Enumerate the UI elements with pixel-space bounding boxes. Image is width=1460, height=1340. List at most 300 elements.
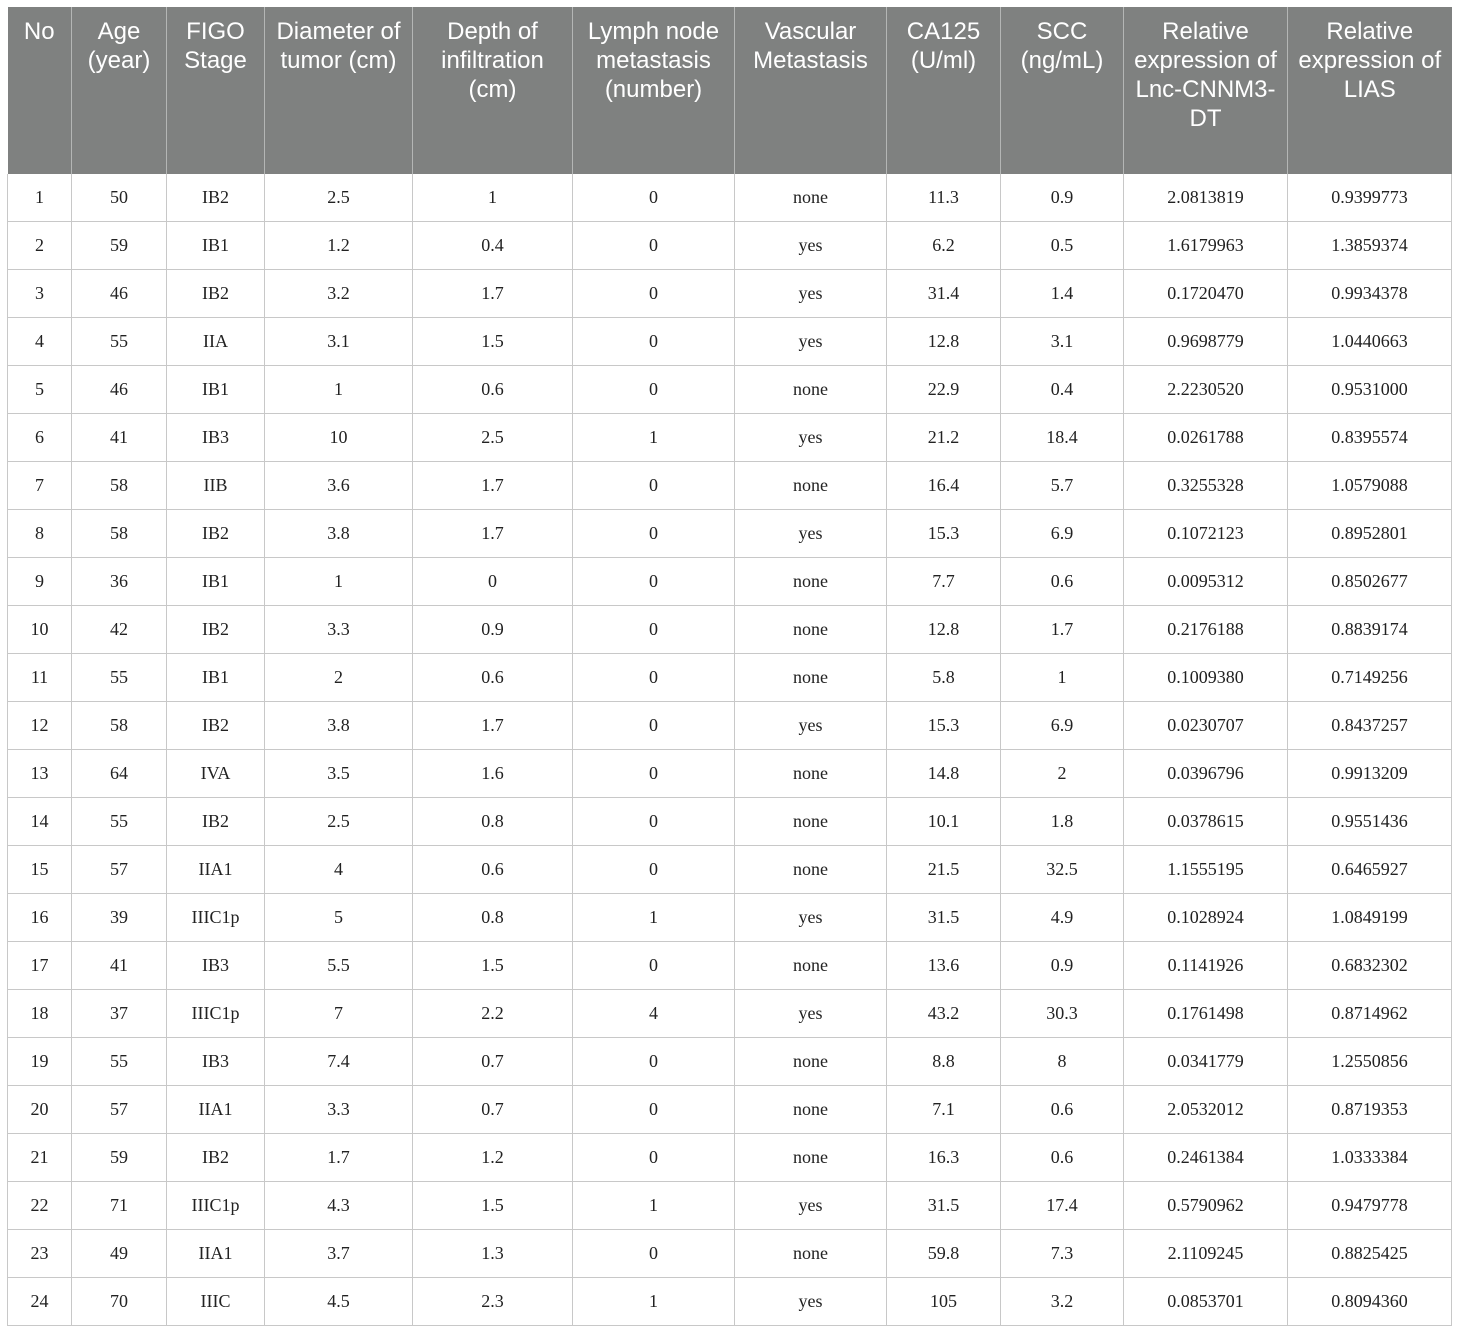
table-cell: 0.9 bbox=[413, 606, 573, 654]
table-cell: 58 bbox=[72, 702, 167, 750]
table-cell: 58 bbox=[72, 462, 167, 510]
table-cell: 2.0532012 bbox=[1124, 1086, 1288, 1134]
table-cell: 0.9479778 bbox=[1288, 1182, 1452, 1230]
table-cell: 0.8719353 bbox=[1288, 1086, 1452, 1134]
table-cell: 3.3 bbox=[265, 606, 413, 654]
table-cell: 6.9 bbox=[1001, 510, 1124, 558]
table-cell: 21.2 bbox=[887, 414, 1001, 462]
table-cell: 4.9 bbox=[1001, 894, 1124, 942]
table-cell: 1.7 bbox=[413, 270, 573, 318]
table-cell: 0.6 bbox=[413, 366, 573, 414]
table-cell: 7 bbox=[8, 462, 72, 510]
table-row bbox=[8, 558, 1452, 606]
table-row bbox=[8, 1230, 1452, 1278]
table-cell: 42 bbox=[72, 606, 167, 654]
table-cell: 4 bbox=[573, 990, 735, 1038]
table-cell: 59 bbox=[72, 1134, 167, 1182]
table-cell: 0 bbox=[573, 750, 735, 798]
table-cell: yes bbox=[735, 990, 887, 1038]
table-cell: 0.8825425 bbox=[1288, 1230, 1452, 1278]
table-cell: 1.0579088 bbox=[1288, 462, 1452, 510]
column-header: Relative expression of LIAS bbox=[1288, 7, 1452, 174]
table-cell: 1.1555195 bbox=[1124, 846, 1288, 894]
table-cell: 1.7 bbox=[413, 462, 573, 510]
table-cell: 64 bbox=[72, 750, 167, 798]
table-cell: 5.7 bbox=[1001, 462, 1124, 510]
table-cell: 21.5 bbox=[887, 846, 1001, 894]
table-cell: 12 bbox=[8, 702, 72, 750]
table-cell: 1 bbox=[573, 894, 735, 942]
table-cell: 0 bbox=[573, 846, 735, 894]
table-cell: 1 bbox=[8, 174, 72, 222]
table-cell: 1 bbox=[573, 1182, 735, 1230]
table-cell: IIA1 bbox=[167, 1230, 265, 1278]
table-cell: 0.2176188 bbox=[1124, 606, 1288, 654]
table-cell: IB2 bbox=[167, 270, 265, 318]
table-cell: 0.9551436 bbox=[1288, 798, 1452, 846]
table-cell: 31.4 bbox=[887, 270, 1001, 318]
table-cell: 105 bbox=[887, 1278, 1001, 1326]
table-cell: 0.1720470 bbox=[1124, 270, 1288, 318]
table-cell: IIA1 bbox=[167, 1086, 265, 1134]
table-cell: 2.2230520 bbox=[1124, 366, 1288, 414]
table-cell: 1.7 bbox=[1001, 606, 1124, 654]
table-cell: IB3 bbox=[167, 414, 265, 462]
table-cell: 1 bbox=[573, 1278, 735, 1326]
table-cell: 0.9934378 bbox=[1288, 270, 1452, 318]
table-cell: 2 bbox=[8, 222, 72, 270]
table-row bbox=[8, 606, 1452, 654]
table-cell: 57 bbox=[72, 846, 167, 894]
table-cell: 11 bbox=[8, 654, 72, 702]
table-cell: 1.6179963 bbox=[1124, 222, 1288, 270]
table-cell: 1.7 bbox=[413, 510, 573, 558]
table-cell: 1.2 bbox=[413, 1134, 573, 1182]
table-cell: 0.6 bbox=[1001, 1134, 1124, 1182]
table-cell: 5 bbox=[8, 366, 72, 414]
table-cell: 37 bbox=[72, 990, 167, 1038]
table-cell: IB2 bbox=[167, 174, 265, 222]
table-cell: 41 bbox=[72, 414, 167, 462]
table-cell: 6.2 bbox=[887, 222, 1001, 270]
table-cell: IB1 bbox=[167, 654, 265, 702]
table-cell: yes bbox=[735, 1182, 887, 1230]
table-cell: 3.2 bbox=[265, 270, 413, 318]
table-cell: 2.1109245 bbox=[1124, 1230, 1288, 1278]
table-cell: 1.0440663 bbox=[1288, 318, 1452, 366]
table-cell: none bbox=[735, 846, 887, 894]
table-cell: 19 bbox=[8, 1038, 72, 1086]
table-cell: 70 bbox=[72, 1278, 167, 1326]
table-cell: none bbox=[735, 462, 887, 510]
table-row bbox=[8, 462, 1452, 510]
table-cell: 3.5 bbox=[265, 750, 413, 798]
table-cell: 0.7 bbox=[413, 1086, 573, 1134]
table-cell: IB3 bbox=[167, 942, 265, 990]
table-row bbox=[8, 1182, 1452, 1230]
table-cell: 0.9 bbox=[1001, 942, 1124, 990]
table-cell: 0.8 bbox=[413, 894, 573, 942]
table-cell: 0.8437257 bbox=[1288, 702, 1452, 750]
table-cell: IB1 bbox=[167, 558, 265, 606]
table-cell: 0.6 bbox=[1001, 1086, 1124, 1134]
table-cell: 1 bbox=[413, 174, 573, 222]
table-row bbox=[8, 990, 1452, 1038]
table-cell: 14 bbox=[8, 798, 72, 846]
table-cell: IIIC bbox=[167, 1278, 265, 1326]
table-cell: 3.7 bbox=[265, 1230, 413, 1278]
table-cell: 10 bbox=[265, 414, 413, 462]
table-cell: 0 bbox=[573, 366, 735, 414]
table-cell: 3.3 bbox=[265, 1086, 413, 1134]
table-cell: 41 bbox=[72, 942, 167, 990]
table-cell: 2.0813819 bbox=[1124, 174, 1288, 222]
table-row bbox=[8, 366, 1452, 414]
table-cell: 0.9399773 bbox=[1288, 174, 1452, 222]
table-cell: 0.0341779 bbox=[1124, 1038, 1288, 1086]
table-cell: IIIC1p bbox=[167, 990, 265, 1038]
table-cell: 14.8 bbox=[887, 750, 1001, 798]
table-cell: 1.2550856 bbox=[1288, 1038, 1452, 1086]
table-cell: 0.9913209 bbox=[1288, 750, 1452, 798]
header-row bbox=[8, 7, 1452, 174]
table-cell: yes bbox=[735, 1278, 887, 1326]
table-cell: 0 bbox=[413, 558, 573, 606]
table-cell: 0.9 bbox=[1001, 174, 1124, 222]
table-cell: 0 bbox=[573, 558, 735, 606]
table-cell: 7.3 bbox=[1001, 1230, 1124, 1278]
table-cell: none bbox=[735, 942, 887, 990]
table-cell: IB2 bbox=[167, 1134, 265, 1182]
table-cell: 11.3 bbox=[887, 174, 1001, 222]
table-cell: none bbox=[735, 798, 887, 846]
table-cell: 46 bbox=[72, 270, 167, 318]
column-header: No bbox=[8, 7, 72, 174]
table-cell: 0.1009380 bbox=[1124, 654, 1288, 702]
table-cell: 1.2 bbox=[265, 222, 413, 270]
column-header: Lymph node metastasis (number) bbox=[573, 7, 735, 174]
table-cell: 0 bbox=[573, 462, 735, 510]
table-cell: 0 bbox=[573, 1134, 735, 1182]
table-cell: 55 bbox=[72, 654, 167, 702]
table-cell: none bbox=[735, 1134, 887, 1182]
table-cell: 23 bbox=[8, 1230, 72, 1278]
table-cell: none bbox=[735, 366, 887, 414]
table-row bbox=[8, 894, 1452, 942]
table-cell: IVA bbox=[167, 750, 265, 798]
table-cell: 0.4 bbox=[413, 222, 573, 270]
table-cell: 1.7 bbox=[265, 1134, 413, 1182]
table-row bbox=[8, 1134, 1452, 1182]
table-cell: IIA1 bbox=[167, 846, 265, 894]
table-cell: 1 bbox=[573, 414, 735, 462]
table-cell: 1.4 bbox=[1001, 270, 1124, 318]
table-cell: yes bbox=[735, 510, 887, 558]
table-cell: 6.9 bbox=[1001, 702, 1124, 750]
table-cell: 0.0853701 bbox=[1124, 1278, 1288, 1326]
table-cell: 58 bbox=[72, 510, 167, 558]
table-cell: 46 bbox=[72, 366, 167, 414]
table-cell: 0.4 bbox=[1001, 366, 1124, 414]
table-cell: 0.9698779 bbox=[1124, 318, 1288, 366]
table-cell: IB1 bbox=[167, 366, 265, 414]
table-cell: 30.3 bbox=[1001, 990, 1124, 1038]
table-cell: 0.7149256 bbox=[1288, 654, 1452, 702]
table-cell: 7.7 bbox=[887, 558, 1001, 606]
table-cell: 0.8839174 bbox=[1288, 606, 1452, 654]
table-cell: 0.1072123 bbox=[1124, 510, 1288, 558]
table-body bbox=[8, 174, 1452, 1326]
table-cell: 1.5 bbox=[413, 318, 573, 366]
table-cell: 1.5 bbox=[413, 942, 573, 990]
table-cell: 24 bbox=[8, 1278, 72, 1326]
table-cell: 55 bbox=[72, 798, 167, 846]
table-cell: 3.8 bbox=[265, 702, 413, 750]
table-cell: 7 bbox=[265, 990, 413, 1038]
table-row bbox=[8, 1038, 1452, 1086]
table-cell: 0.6 bbox=[413, 654, 573, 702]
table-cell: 7.1 bbox=[887, 1086, 1001, 1134]
table-cell: none bbox=[735, 654, 887, 702]
column-header: Diameter of tumor (cm) bbox=[265, 7, 413, 174]
table-cell: 1.0333384 bbox=[1288, 1134, 1452, 1182]
table-cell: 0 bbox=[573, 1086, 735, 1134]
table-cell: 0.2461384 bbox=[1124, 1134, 1288, 1182]
table-row bbox=[8, 270, 1452, 318]
table-cell: 3.2 bbox=[1001, 1278, 1124, 1326]
table-row bbox=[8, 318, 1452, 366]
table-cell: IB3 bbox=[167, 1038, 265, 1086]
table-cell: 13 bbox=[8, 750, 72, 798]
column-header: Depth of infiltration (cm) bbox=[413, 7, 573, 174]
table-cell: 0.8502677 bbox=[1288, 558, 1452, 606]
table-cell: 2 bbox=[1001, 750, 1124, 798]
table-cell: 55 bbox=[72, 318, 167, 366]
table-row bbox=[8, 942, 1452, 990]
table-cell: 0 bbox=[573, 654, 735, 702]
table-cell: IIA bbox=[167, 318, 265, 366]
table-row bbox=[8, 846, 1452, 894]
table-cell: yes bbox=[735, 702, 887, 750]
table-cell: 12.8 bbox=[887, 318, 1001, 366]
table-row bbox=[8, 510, 1452, 558]
table-cell: IB2 bbox=[167, 702, 265, 750]
table-cell: IB2 bbox=[167, 798, 265, 846]
table-cell: none bbox=[735, 1086, 887, 1134]
column-header: SCC (ng/mL) bbox=[1001, 7, 1124, 174]
table-cell: 0 bbox=[573, 174, 735, 222]
table-cell: 5 bbox=[265, 894, 413, 942]
table-cell: 0.6832302 bbox=[1288, 942, 1452, 990]
table-cell: 4.3 bbox=[265, 1182, 413, 1230]
table-cell: 50 bbox=[72, 174, 167, 222]
table-cell: 2.5 bbox=[265, 798, 413, 846]
table-cell: 16.4 bbox=[887, 462, 1001, 510]
table-cell: 59.8 bbox=[887, 1230, 1001, 1278]
table-cell: 1.3859374 bbox=[1288, 222, 1452, 270]
table-cell: 9 bbox=[8, 558, 72, 606]
table-cell: none bbox=[735, 174, 887, 222]
table-cell: 12.8 bbox=[887, 606, 1001, 654]
column-header: FIGO Stage bbox=[167, 7, 265, 174]
table-cell: 2.3 bbox=[413, 1278, 573, 1326]
table-cell: 3.8 bbox=[265, 510, 413, 558]
table-cell: 57 bbox=[72, 1086, 167, 1134]
table-cell: 0.1141926 bbox=[1124, 942, 1288, 990]
table-cell: IB1 bbox=[167, 222, 265, 270]
table-cell: 15 bbox=[8, 846, 72, 894]
table-cell: 13.6 bbox=[887, 942, 1001, 990]
table-row bbox=[8, 414, 1452, 462]
table-cell: 4.5 bbox=[265, 1278, 413, 1326]
table-cell: 15.3 bbox=[887, 510, 1001, 558]
column-header: Vascular Metastasis bbox=[735, 7, 887, 174]
table-cell: 0.8952801 bbox=[1288, 510, 1452, 558]
table-cell: IIIC1p bbox=[167, 894, 265, 942]
table-cell: 3.1 bbox=[265, 318, 413, 366]
table-cell: 18 bbox=[8, 990, 72, 1038]
table-cell: 22 bbox=[8, 1182, 72, 1230]
table-cell: 4 bbox=[8, 318, 72, 366]
table-cell: 1.6 bbox=[413, 750, 573, 798]
table-cell: 1.7 bbox=[413, 702, 573, 750]
table-cell: 0 bbox=[573, 606, 735, 654]
table-cell: 8 bbox=[1001, 1038, 1124, 1086]
table-cell: none bbox=[735, 606, 887, 654]
table-cell: 6 bbox=[8, 414, 72, 462]
table-cell: 0.0396796 bbox=[1124, 750, 1288, 798]
table-cell: 0.9531000 bbox=[1288, 366, 1452, 414]
table-cell: 22.9 bbox=[887, 366, 1001, 414]
table-cell: 3 bbox=[8, 270, 72, 318]
table-cell: 0 bbox=[573, 702, 735, 750]
table-cell: IIB bbox=[167, 462, 265, 510]
table-cell: 0.8714962 bbox=[1288, 990, 1452, 1038]
table-cell: 16 bbox=[8, 894, 72, 942]
table-cell: 0.8094360 bbox=[1288, 1278, 1452, 1326]
table-cell: 0.0095312 bbox=[1124, 558, 1288, 606]
table-cell: 17 bbox=[8, 942, 72, 990]
table-cell: 1.5 bbox=[413, 1182, 573, 1230]
table-cell: 2 bbox=[265, 654, 413, 702]
table-cell: 4 bbox=[265, 846, 413, 894]
table-cell: none bbox=[735, 558, 887, 606]
table-row bbox=[8, 798, 1452, 846]
table-row bbox=[8, 654, 1452, 702]
table-header bbox=[8, 7, 1452, 174]
table-cell: 1.8 bbox=[1001, 798, 1124, 846]
table-cell: 31.5 bbox=[887, 1182, 1001, 1230]
table-cell: 0.0378615 bbox=[1124, 798, 1288, 846]
table-cell: 10 bbox=[8, 606, 72, 654]
table-cell: 0.1761498 bbox=[1124, 990, 1288, 1038]
table-cell: IB2 bbox=[167, 510, 265, 558]
table-cell: 0 bbox=[573, 222, 735, 270]
table-cell: 2.5 bbox=[265, 174, 413, 222]
table-cell: 17.4 bbox=[1001, 1182, 1124, 1230]
table-cell: 0.8 bbox=[413, 798, 573, 846]
table-cell: IB2 bbox=[167, 606, 265, 654]
table-row bbox=[8, 222, 1452, 270]
table-cell: 36 bbox=[72, 558, 167, 606]
table-cell: 0 bbox=[573, 1230, 735, 1278]
table-cell: 8 bbox=[8, 510, 72, 558]
table-cell: 1 bbox=[265, 558, 413, 606]
table-cell: 5.8 bbox=[887, 654, 1001, 702]
table-cell: 21 bbox=[8, 1134, 72, 1182]
table-cell: 0 bbox=[573, 318, 735, 366]
table-cell: yes bbox=[735, 414, 887, 462]
table-cell: 0.6465927 bbox=[1288, 846, 1452, 894]
table-cell: 8.8 bbox=[887, 1038, 1001, 1086]
table-cell: 0.1028924 bbox=[1124, 894, 1288, 942]
table-cell: 0.0230707 bbox=[1124, 702, 1288, 750]
table-cell: 0.5790962 bbox=[1124, 1182, 1288, 1230]
table-cell: 49 bbox=[72, 1230, 167, 1278]
table-cell: 0.5 bbox=[1001, 222, 1124, 270]
column-header: CA125 (U/ml) bbox=[887, 7, 1001, 174]
table-row bbox=[8, 750, 1452, 798]
table-cell: 0 bbox=[573, 798, 735, 846]
table-cell: 1.0849199 bbox=[1288, 894, 1452, 942]
table-cell: 59 bbox=[72, 222, 167, 270]
table-cell: 7.4 bbox=[265, 1038, 413, 1086]
table-cell: 15.3 bbox=[887, 702, 1001, 750]
table-cell: 0 bbox=[573, 270, 735, 318]
table-cell: none bbox=[735, 750, 887, 798]
table-cell: 1 bbox=[265, 366, 413, 414]
table-cell: 0.3255328 bbox=[1124, 462, 1288, 510]
table-cell: 18.4 bbox=[1001, 414, 1124, 462]
table-cell: 20 bbox=[8, 1086, 72, 1134]
table-cell: 39 bbox=[72, 894, 167, 942]
table-row bbox=[8, 1278, 1452, 1326]
table-cell: 3.6 bbox=[265, 462, 413, 510]
table-cell: 3.1 bbox=[1001, 318, 1124, 366]
table-cell: 0.8395574 bbox=[1288, 414, 1452, 462]
table-cell: 31.5 bbox=[887, 894, 1001, 942]
table-cell: 16.3 bbox=[887, 1134, 1001, 1182]
table-cell: 1 bbox=[1001, 654, 1124, 702]
table-row bbox=[8, 1086, 1452, 1134]
table-cell: none bbox=[735, 1230, 887, 1278]
table-cell: 10.1 bbox=[887, 798, 1001, 846]
table-cell: 0.7 bbox=[413, 1038, 573, 1086]
table-cell: 1.3 bbox=[413, 1230, 573, 1278]
table-cell: 32.5 bbox=[1001, 846, 1124, 894]
table-cell: none bbox=[735, 1038, 887, 1086]
table-cell: 0.6 bbox=[413, 846, 573, 894]
table-cell: 0.6 bbox=[1001, 558, 1124, 606]
table-cell: 0 bbox=[573, 1038, 735, 1086]
column-header: Age (year) bbox=[72, 7, 167, 174]
table-cell: 71 bbox=[72, 1182, 167, 1230]
table-cell: IIIC1p bbox=[167, 1182, 265, 1230]
table-cell: 0.0261788 bbox=[1124, 414, 1288, 462]
table-cell: 43.2 bbox=[887, 990, 1001, 1038]
column-header: Relative expression of Lnc-CNNM3-DT bbox=[1124, 7, 1288, 174]
table-cell: 5.5 bbox=[265, 942, 413, 990]
table-cell: 2.5 bbox=[413, 414, 573, 462]
table-cell: 55 bbox=[72, 1038, 167, 1086]
table-cell: yes bbox=[735, 894, 887, 942]
table-cell: 0 bbox=[573, 942, 735, 990]
table-cell: yes bbox=[735, 270, 887, 318]
table-row bbox=[8, 174, 1452, 222]
table-cell: 0 bbox=[573, 510, 735, 558]
table-cell: yes bbox=[735, 222, 887, 270]
table-row bbox=[8, 702, 1452, 750]
